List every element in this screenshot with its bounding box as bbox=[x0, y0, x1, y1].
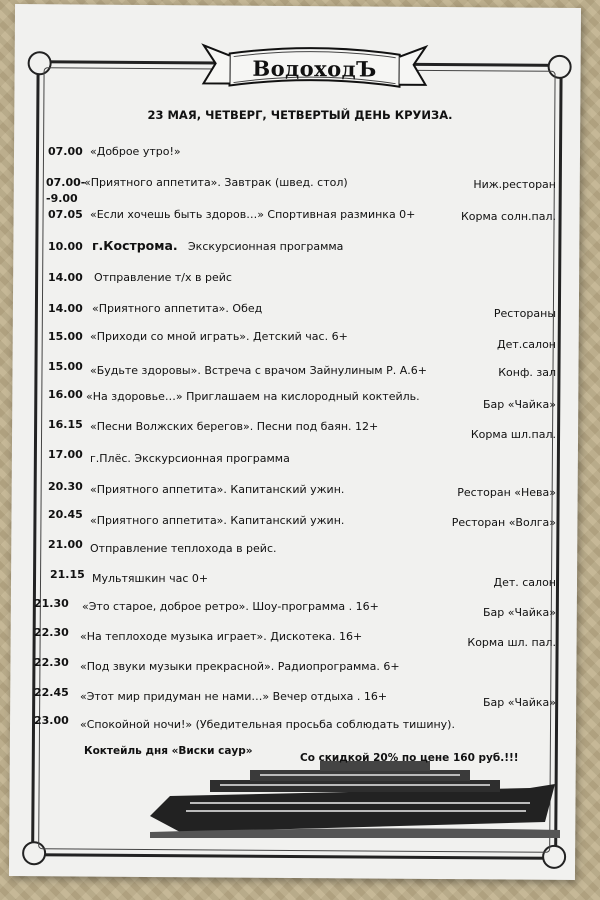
event-time: 16.00 bbox=[48, 388, 83, 401]
event-title: Мультяшкин час 0+ bbox=[92, 572, 209, 585]
frame-corner-ornament bbox=[548, 55, 572, 79]
event-title: Отправление теплохода в рейс. bbox=[90, 542, 277, 555]
event-time: 07.00 bbox=[48, 145, 83, 158]
frame-corner-ornament bbox=[22, 841, 46, 865]
event-time: 22.45 bbox=[34, 686, 69, 699]
event-time: 21.00 bbox=[48, 538, 83, 551]
event-place: Рестораны bbox=[493, 307, 556, 320]
event-place: Бар «Чайка» bbox=[482, 606, 556, 619]
day-subtitle: 23 МАЯ, ЧЕТВЕРГ, ЧЕТВЕРТЫЙ ДЕНЬ КРУИЗА. bbox=[147, 108, 453, 122]
event-city: г.Кострома. bbox=[92, 238, 178, 253]
event-time: 22.30 bbox=[34, 656, 69, 669]
event-title: «Этот мир придуман не нами…» Вечер отдыха . 16+ bbox=[80, 690, 388, 703]
event-title: «Песни Волжских берегов». Песни под баян. 12+ bbox=[90, 420, 379, 433]
event-place: Бар «Чайка» bbox=[482, 696, 556, 709]
frame-corner-ornament bbox=[28, 51, 52, 75]
cocktail-of-the-day: Коктейль дня «Виски саур» bbox=[84, 745, 253, 757]
event-title: «Приятного аппетита». Капитанский ужин. bbox=[90, 514, 345, 527]
event-time: 17.00 bbox=[48, 448, 83, 461]
event-time: 07.00- bbox=[46, 176, 86, 189]
event-title: «Если хочешь быть здоров…» Спортивная разминка 0+ bbox=[90, 208, 416, 221]
event-place: Бар «Чайка» bbox=[482, 398, 556, 411]
event-title: «На теплоходе музыка играет». Дискотека. 16+ bbox=[80, 630, 363, 643]
event-title: «Под звуки музыки прекрасной». Радиопрограмма. 6+ bbox=[80, 660, 400, 673]
event-title: «Приятного аппетита». Капитанский ужин. bbox=[90, 483, 345, 496]
event-place: Корма солн.пал. bbox=[460, 210, 556, 223]
event-time-end: -9.00 bbox=[46, 192, 78, 205]
event-time: 21.15 bbox=[50, 568, 85, 581]
frame-corner-ornament bbox=[542, 845, 566, 869]
event-title: «Приятного аппетита». Завтрак (швед. стол) bbox=[84, 176, 348, 189]
event-title: Экскурсионная программа bbox=[188, 240, 344, 253]
event-title: «Спокойной ночи!» (Убедительная просьба соблюдать тишину). bbox=[80, 718, 455, 731]
event-title: «Будьте здоровы». Встреча с врачом Зайнулиным Р. А.6+ bbox=[90, 364, 427, 377]
brand-title: ВодоходЪ bbox=[252, 55, 377, 82]
event-place: Ресторан «Нева» bbox=[457, 486, 556, 499]
event-time: 14.00 bbox=[48, 271, 83, 284]
event-title: «Приятного аппетита». Обед bbox=[92, 302, 263, 315]
event-time: 14.00 bbox=[48, 302, 83, 315]
event-place: Ресторан «Волга» bbox=[451, 516, 556, 529]
event-title: «Это старое, доброе ретро». Шоу-программа . 16+ bbox=[82, 600, 379, 613]
event-title: г.Плёс. Экскурсионная программа bbox=[90, 452, 290, 465]
event-time: 20.30 bbox=[48, 480, 83, 493]
event-time: 15.00 bbox=[48, 360, 83, 373]
title-banner bbox=[199, 33, 429, 105]
event-time: 15.00 bbox=[48, 330, 83, 343]
event-place: Конф. зал bbox=[498, 366, 556, 379]
event-time: 20.45 bbox=[48, 508, 83, 521]
event-title: «Доброе утро!» bbox=[90, 145, 181, 158]
event-time: 21.30 bbox=[34, 597, 69, 610]
discount-note: Со скидкой 20% по цене 160 руб.!!! bbox=[300, 752, 519, 764]
event-place: Дет.салон bbox=[496, 338, 556, 351]
event-place: Дет. салон bbox=[493, 576, 556, 589]
event-time: 16.15 bbox=[48, 418, 83, 431]
event-title: Отправление т/х в рейс bbox=[94, 271, 232, 284]
event-place: Ниж.ресторан bbox=[473, 178, 556, 191]
ship-illustration-icon bbox=[150, 758, 560, 838]
event-place: Корма шл. пал. bbox=[467, 636, 556, 649]
event-title: «Приходи со мной играть». Детский час. 6+ bbox=[90, 330, 348, 343]
event-time: 10.00 bbox=[48, 240, 83, 253]
event-time: 07.05 bbox=[48, 208, 83, 221]
event-place: Корма шл.пал. bbox=[470, 428, 556, 441]
event-time: 22.30 bbox=[34, 626, 69, 639]
event-time: 23.00 bbox=[34, 714, 69, 727]
event-title: «На здоровье…» Приглашаем на кислородный коктейль. bbox=[86, 390, 420, 403]
